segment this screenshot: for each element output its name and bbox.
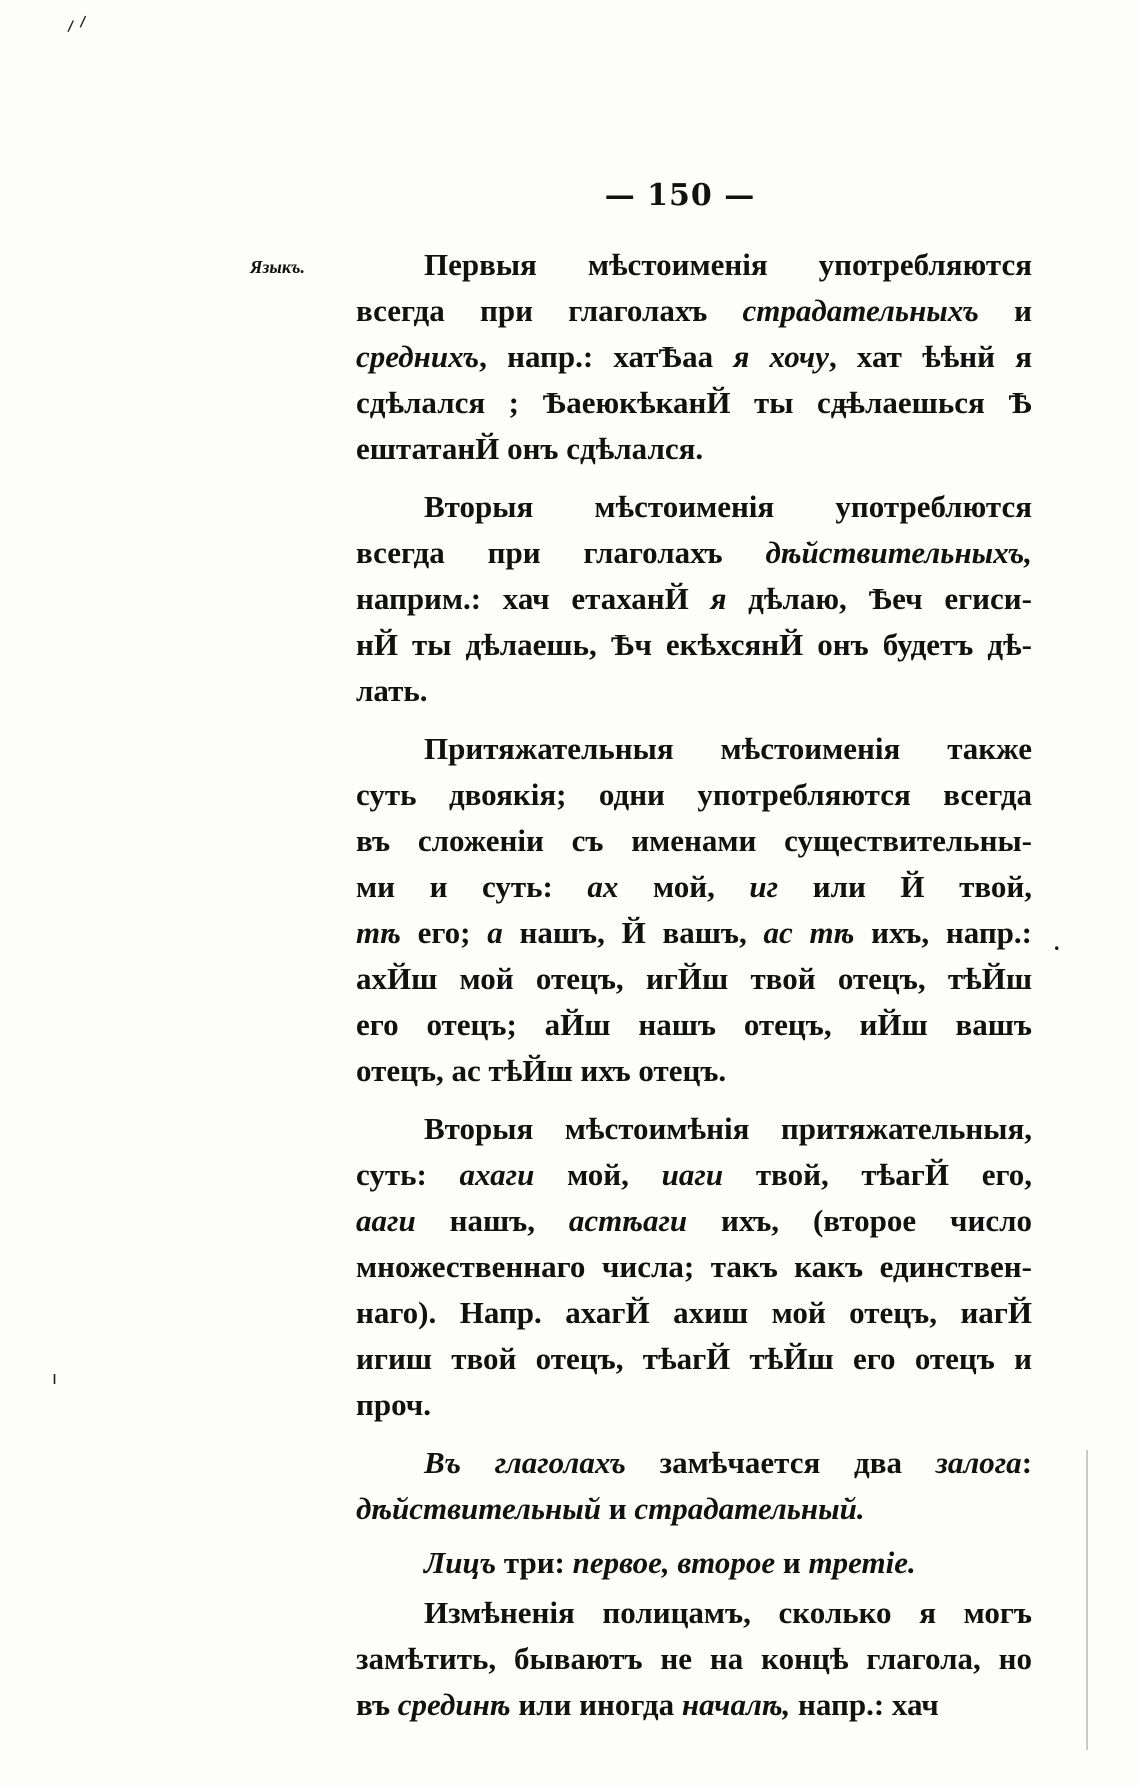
paragraph-7 <box>356 1590 1032 1728</box>
text-line: Въ глаголахъ замѣчается два залога: <box>424 1445 1033 1480</box>
paragraph-5 <box>356 1440 1032 1532</box>
paragraph-2 <box>356 484 1032 714</box>
text-line: множественнаго числа; такъ какъ единствен- <box>356 1249 1032 1284</box>
text-line: въ срединѣ или иногда началѣ, напр.: хач <box>356 1687 939 1722</box>
text-line: сдѣлался ; ѢаеюкѣканЙ ты сдѣлаешься Ѣ <box>356 385 1032 420</box>
text-line: Лицъ три: первое, второе и третіе. <box>424 1545 916 1580</box>
body-text <box>356 242 1032 1728</box>
text-line: ааги нашъ, астѣаги ихъ, (второе число <box>356 1203 1032 1238</box>
text-line: нЙ ты дѣлаешь, Ѣч екѣхсянЙ онъ будетъ дѣ- <box>356 627 1032 662</box>
text-line: проч. <box>356 1387 432 1422</box>
text-line: дѣйствительный и страдательный. <box>356 1491 865 1526</box>
text-line: ми и суть: ах мой, иг или Й твой, <box>356 869 1032 904</box>
paragraph-1 <box>356 242 1032 472</box>
text-line: всегда при глаголахъ страдательныхъ и <box>356 293 1032 328</box>
text-line: тѣ его; а нашъ, Й вашъ, ас тѣ ихъ, напр.: <box>356 915 1032 950</box>
page-number: — 150 — <box>604 178 756 213</box>
text-line: Измѣненія полицамъ, сколько я могъ <box>424 1595 1032 1630</box>
text-line: наприм.: хач етаханЙ я дѣлаю, Ѣеч егиси- <box>356 581 1032 616</box>
margin-note: Языкъ. <box>250 257 306 277</box>
paragraph-4 <box>356 1106 1032 1428</box>
scan-dot-mark: . <box>1054 930 1060 955</box>
scan-left-tick: ı <box>52 1368 58 1389</box>
paragraph-3 <box>356 726 1032 1094</box>
text-line: лать. <box>356 673 428 708</box>
text-line: игиш твой отецъ, тѣагЙ тѣЙш его отецъ и <box>356 1341 1032 1376</box>
text-line: суть: ахаги мой, иаги твой, тѣагЙ его, <box>356 1157 1033 1192</box>
text-line: среднихъ, напр.: хатѢаа я хочу, хат ѣѣнй я <box>356 339 1032 374</box>
text-line: Первыя мѣстоименія употребляются <box>424 247 1032 282</box>
scan-corner-mark: ⸝⸝ <box>57 0 93 38</box>
text-line: ештатанЙ онъ сдѣлался. <box>356 431 704 466</box>
text-line: Вторыя мѣстоимѣнія притяжательныя, <box>424 1111 1032 1146</box>
text-line: Вторыя мѣстоименія употреблются <box>424 489 1032 524</box>
text-line: наго). Напр. ахагЙ ахиш мой отецъ, иагЙ <box>356 1295 1032 1330</box>
text-line: ахЙш мой отецъ, игЙш твой отецъ, тѣЙш <box>356 961 1032 996</box>
text-line: всегда при глаголахъ дѣйствительныхъ, <box>356 535 1032 570</box>
text-line: въ сложеніи съ именами существительны- <box>356 823 1032 858</box>
scan-edge-line <box>1086 1450 1088 1750</box>
text-line: отецъ, ас тѣЙш ихъ отецъ. <box>356 1053 727 1088</box>
paragraph-6 <box>356 1540 1032 1586</box>
text-line: его отецъ; аЙш нашъ отецъ, иЙш вашъ <box>356 1007 1032 1042</box>
text-line: суть двоякія; одни употребляются всегда <box>356 777 1032 812</box>
text-line: замѣтить, бываютъ не на концѣ глагола, но <box>356 1641 1032 1676</box>
text-line: Притяжательныя мѣстоименія также <box>424 731 1032 766</box>
